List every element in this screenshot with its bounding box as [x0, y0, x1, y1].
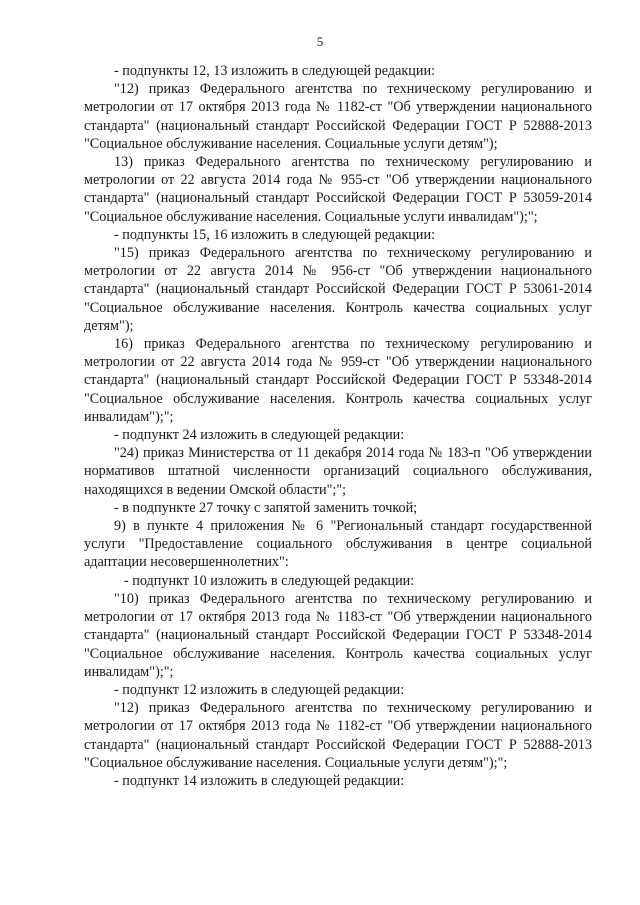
paragraph: 9) в пункте 4 приложения № 6 "Региональный стандарт государственной услуги "Предоставление социального обслуживания в центре социальной адаптации несовершеннолетних": [84, 518, 592, 571]
page-number: 5 [316, 34, 324, 49]
paragraph: "12) приказ Федерального агентства по техническому регулированию и метрологии от 17 октября 2013 года № 1182-ст "Об утверждении национального стандарта" (национальный стандарт Российской Федерации ГОСТ Р 52888-2013 "Социальное обслуживание населения. Социальные услуги детям"); [84, 81, 592, 152]
paragraph: - подпункты 12, 13 изложить в следующей редакции: [114, 63, 436, 79]
paragraph: 16) приказ Федерального агентства по техническому регулированию и метрологии от 22 августа 2014 года № 959-ст "Об утверждении национального стандарта" (национальный стандарт Российской Федерации ГОСТ Р 53348-2014 "Социальное обслуживание населения. Контроль качества социальных услуг инвалидам");"; [84, 336, 592, 425]
paragraph: "10) приказ Федерального агентства по техническому регулированию и метрологии от 17 октября 2013 года № 1183-ст "Об утверждении национального стандарта" (национальный стандарт Российской Федерации ГОСТ Р 53348-2014 "Социальное обслуживание населения. Контроль качества социальных услуг инвалидам");"; [84, 590, 592, 680]
paragraph: 13) приказ Федерального агентства по техническому регулированию и метрологии от 22 августа 2014 года № 955-ст "Об утверждении национального стандарта" (национальный стандарт Российской Федерации ГОСТ Р 53059-2014 "Социальное обслуживание населения. Социальные услуги инвалидам");"; [84, 154, 592, 225]
paragraph: "24) приказ Министерства от 11 декабря 2014 года № 183-п "Об утверждении нормативов штатной численности организаций социального обслуживания, находящихся в ведении Омской области";"; [84, 445, 592, 498]
paragraph: "15) приказ Федерального агентства по техническому регулированию и метрологии от 22 августа 2014 № 956-ст "Об утверждении национального стандарта" (национальный стандарт Российской Федерации ГОСТ Р 53061-2014 "Социальное обслуживание населения. Контроль качества социальных услуг детям"); [84, 245, 592, 334]
paragraph: "12) приказ Федерального агентства по техническому регулированию и метрологии от 17 октября 2013 года № 1182-ст "Об утверждении национального стандарта" (национальный стандарт Российской Федерации ГОСТ Р 52888-2013 "Социальное обслуживание населения. Социальные услуги детям");"; [84, 700, 592, 771]
paragraph: - подпункт 14 изложить в следующей редакции: [114, 772, 405, 789]
paragraph: - подпункт 10 изложить в следующей редакции: [124, 572, 415, 589]
paragraph: - подпункты 15, 16 изложить в следующей редакции: [114, 226, 436, 243]
paragraph: - подпункт 12 изложить в следующей редакции: [114, 681, 405, 698]
paragraph: - в подпункте 27 точку с запятой заменить точкой; [114, 499, 418, 516]
paragraph: - подпункт 24 изложить в следующей редакции: [114, 427, 405, 444]
document-body [84, 62, 592, 790]
